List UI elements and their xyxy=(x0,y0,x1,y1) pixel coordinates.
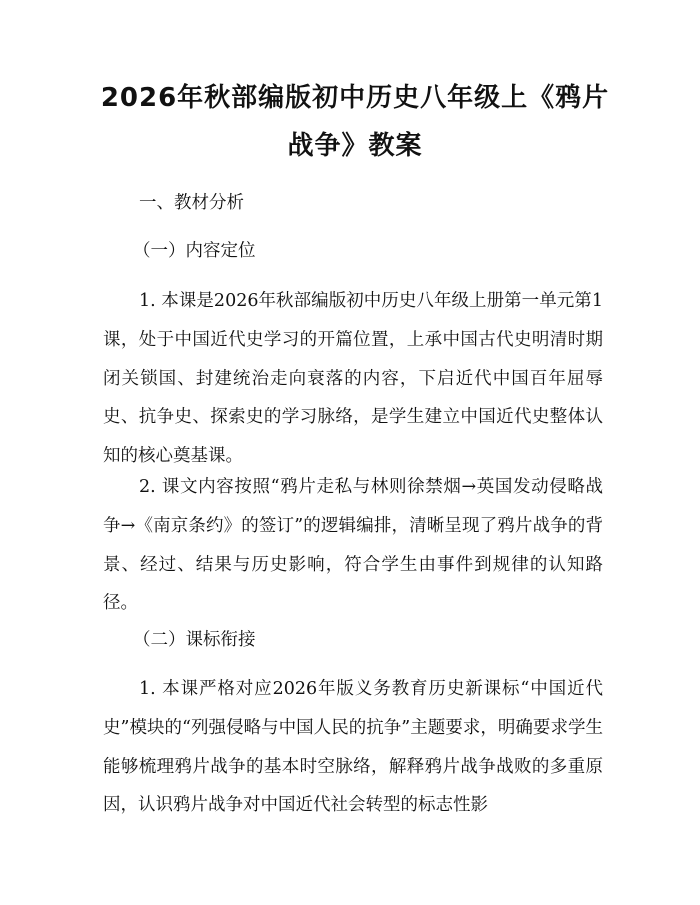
section-heading: 一、教材分析 xyxy=(139,193,244,213)
subsection-heading-curriculum-standard: （二）课标衔接 xyxy=(133,630,256,650)
paragraph-1: 1. 本课是2026年秋部编版初中历史八年级上册第一单元第1课，处于中国近代史学习的开篇位置，上承中国古代史明清时期闭关锁国、封建统治走向衰落的内容，下启近代中国百年屈辱史、抗争史、探索史的学习脉络，是学生建立中国近代史整体认知的核心奠基课。 xyxy=(103,291,603,467)
paragraph-3: 1. 本课严格对应2026年版义务教育历史新课标“中国近代史”模块的“列强侵略与中国人民的抗争”主题要求，明确要求学生能够梳理鸦片战争的基本时空脉络，解释鸦片战争战败的多重原因，认识鸦片战争对中国近代社会转型的标志性影 xyxy=(103,679,603,816)
document-title: 2026年秋部编版初中历史八年级上《鸦片战争》教案 xyxy=(100,83,610,161)
paragraph-2: 2. 课文内容按照“鸦片走私与林则徐禁烟→英国发动侵略战争→《南京条约》的签订”的逻辑编排，清晰呈现了鸦片战争的背景、经过、结果与历史影响，符合学生由事件到规律的认知路径。 xyxy=(103,477,603,614)
subsection-heading-content-positioning: （一）内容定位 xyxy=(133,241,256,261)
